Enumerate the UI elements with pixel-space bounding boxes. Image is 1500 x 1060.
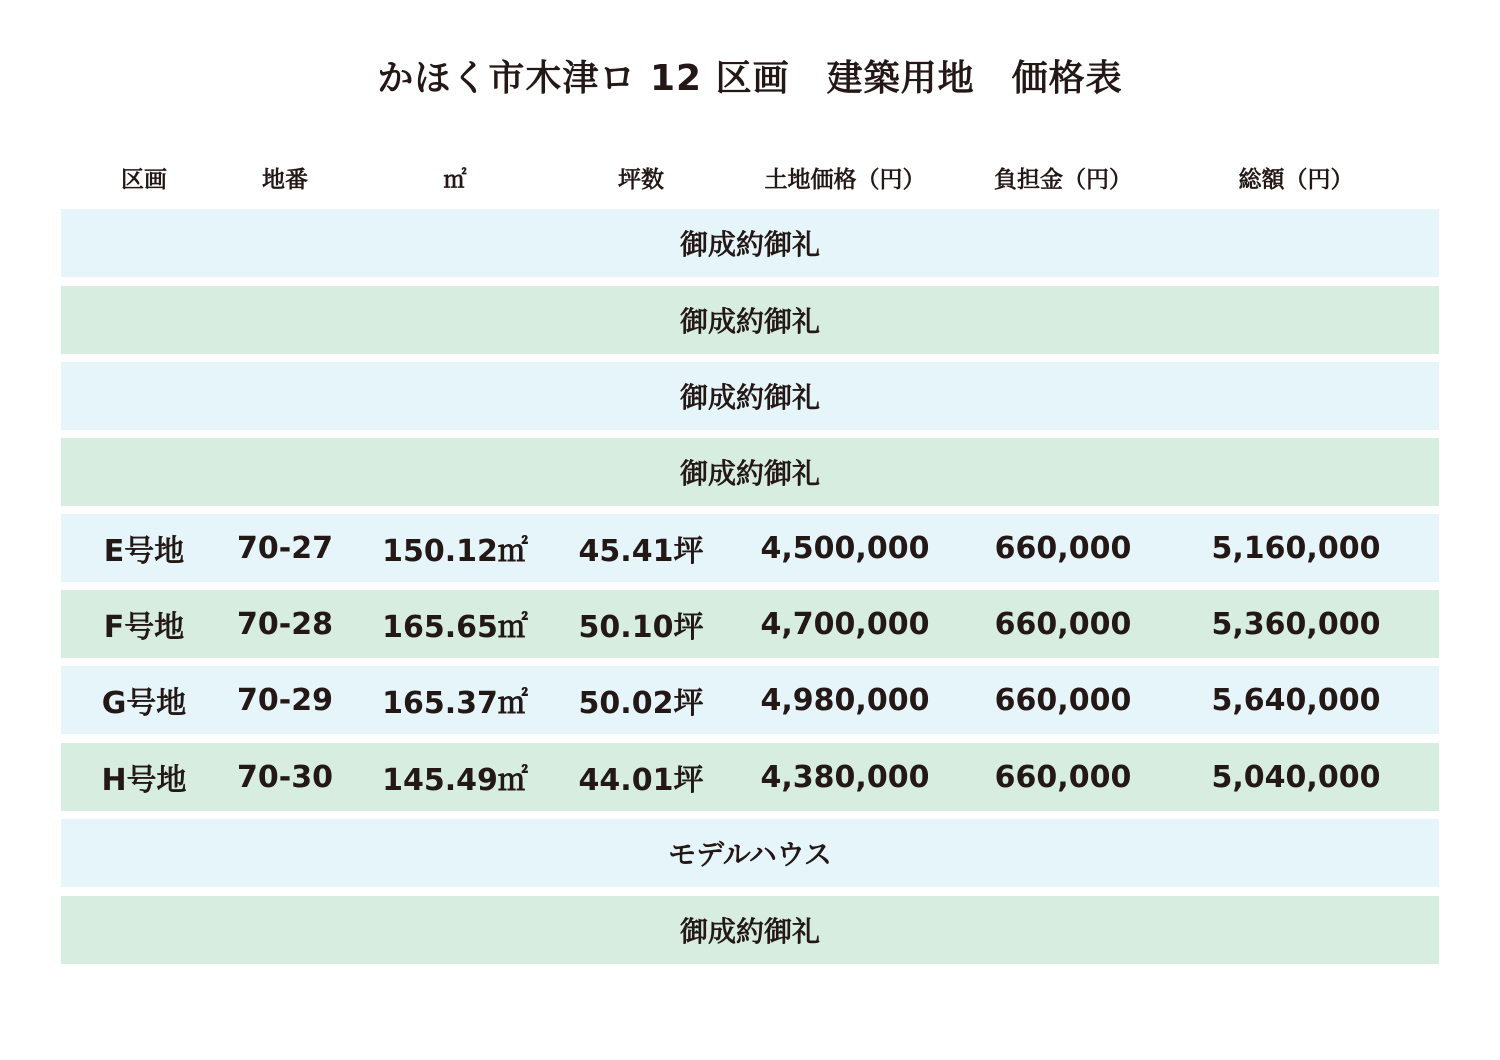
header-total: 総額（円） (1238, 166, 1354, 193)
table-row (61, 514, 1439, 582)
area-sqm-cell: 165.37㎡ (382, 686, 528, 721)
total-cell: 5,640,000 (1211, 682, 1381, 718)
sold-note: 御成約御礼 (679, 305, 820, 338)
lot-cell: H号地 (101, 763, 187, 798)
table-row (61, 362, 1439, 430)
land-price-cell: 4,380,000 (760, 759, 930, 795)
total-cell: 5,160,000 (1211, 530, 1381, 566)
lot-cell: F号地 (103, 610, 185, 645)
table-row (61, 896, 1439, 964)
table-header (61, 155, 1439, 199)
land-price-cell: 4,500,000 (760, 530, 930, 566)
area-tsubo-cell: 45.41坪 (578, 534, 704, 569)
sold-note: 御成約御礼 (679, 228, 820, 261)
table-row (61, 743, 1439, 811)
sold-note: 御成約御礼 (679, 457, 820, 490)
land-price-cell: 4,700,000 (760, 606, 930, 642)
charge-cell: 660,000 (994, 759, 1132, 795)
table-row (61, 666, 1439, 734)
header-lot-number: 地番 (262, 166, 308, 193)
table-row (61, 286, 1439, 354)
header-charge: 負担金（円） (994, 166, 1132, 193)
sold-note: 御成約御礼 (679, 381, 820, 414)
area-sqm-cell: 145.49㎡ (382, 763, 528, 798)
lot-cell: G号地 (101, 686, 187, 721)
charge-cell: 660,000 (994, 606, 1132, 642)
area-tsubo-cell: 50.02坪 (578, 686, 704, 721)
table-row (61, 209, 1439, 277)
lot-number-cell: 70-28 (237, 606, 333, 642)
header-area-sqm: ㎡ (443, 166, 467, 193)
lot-number-cell: 70-29 (237, 682, 333, 718)
sold-note: 御成約御礼 (679, 915, 820, 948)
area-tsubo-cell: 44.01坪 (578, 763, 704, 798)
area-tsubo-cell: 50.10坪 (578, 610, 704, 645)
header-lot: 区画 (121, 166, 167, 193)
charge-cell: 660,000 (994, 530, 1132, 566)
page-title: かほく市木津ロ 12 区画 建築用地 価格表 (377, 58, 1123, 99)
header-land-price: 土地価格（円） (764, 166, 926, 193)
table-row (61, 438, 1439, 506)
lot-number-cell: 70-30 (237, 759, 333, 795)
total-cell: 5,360,000 (1211, 606, 1381, 642)
lot-number-cell: 70-27 (237, 530, 333, 566)
land-price-cell: 4,980,000 (760, 682, 930, 718)
total-cell: 5,040,000 (1211, 759, 1381, 795)
model-house-note: モデルハウス (668, 838, 832, 871)
header-area-tsubo: 坪数 (618, 166, 664, 193)
area-sqm-cell: 150.12㎡ (382, 534, 528, 569)
charge-cell: 660,000 (994, 682, 1132, 718)
table-row (61, 590, 1439, 658)
area-sqm-cell: 165.65㎡ (382, 610, 528, 645)
table-row (61, 819, 1439, 887)
lot-cell: E号地 (103, 534, 185, 569)
